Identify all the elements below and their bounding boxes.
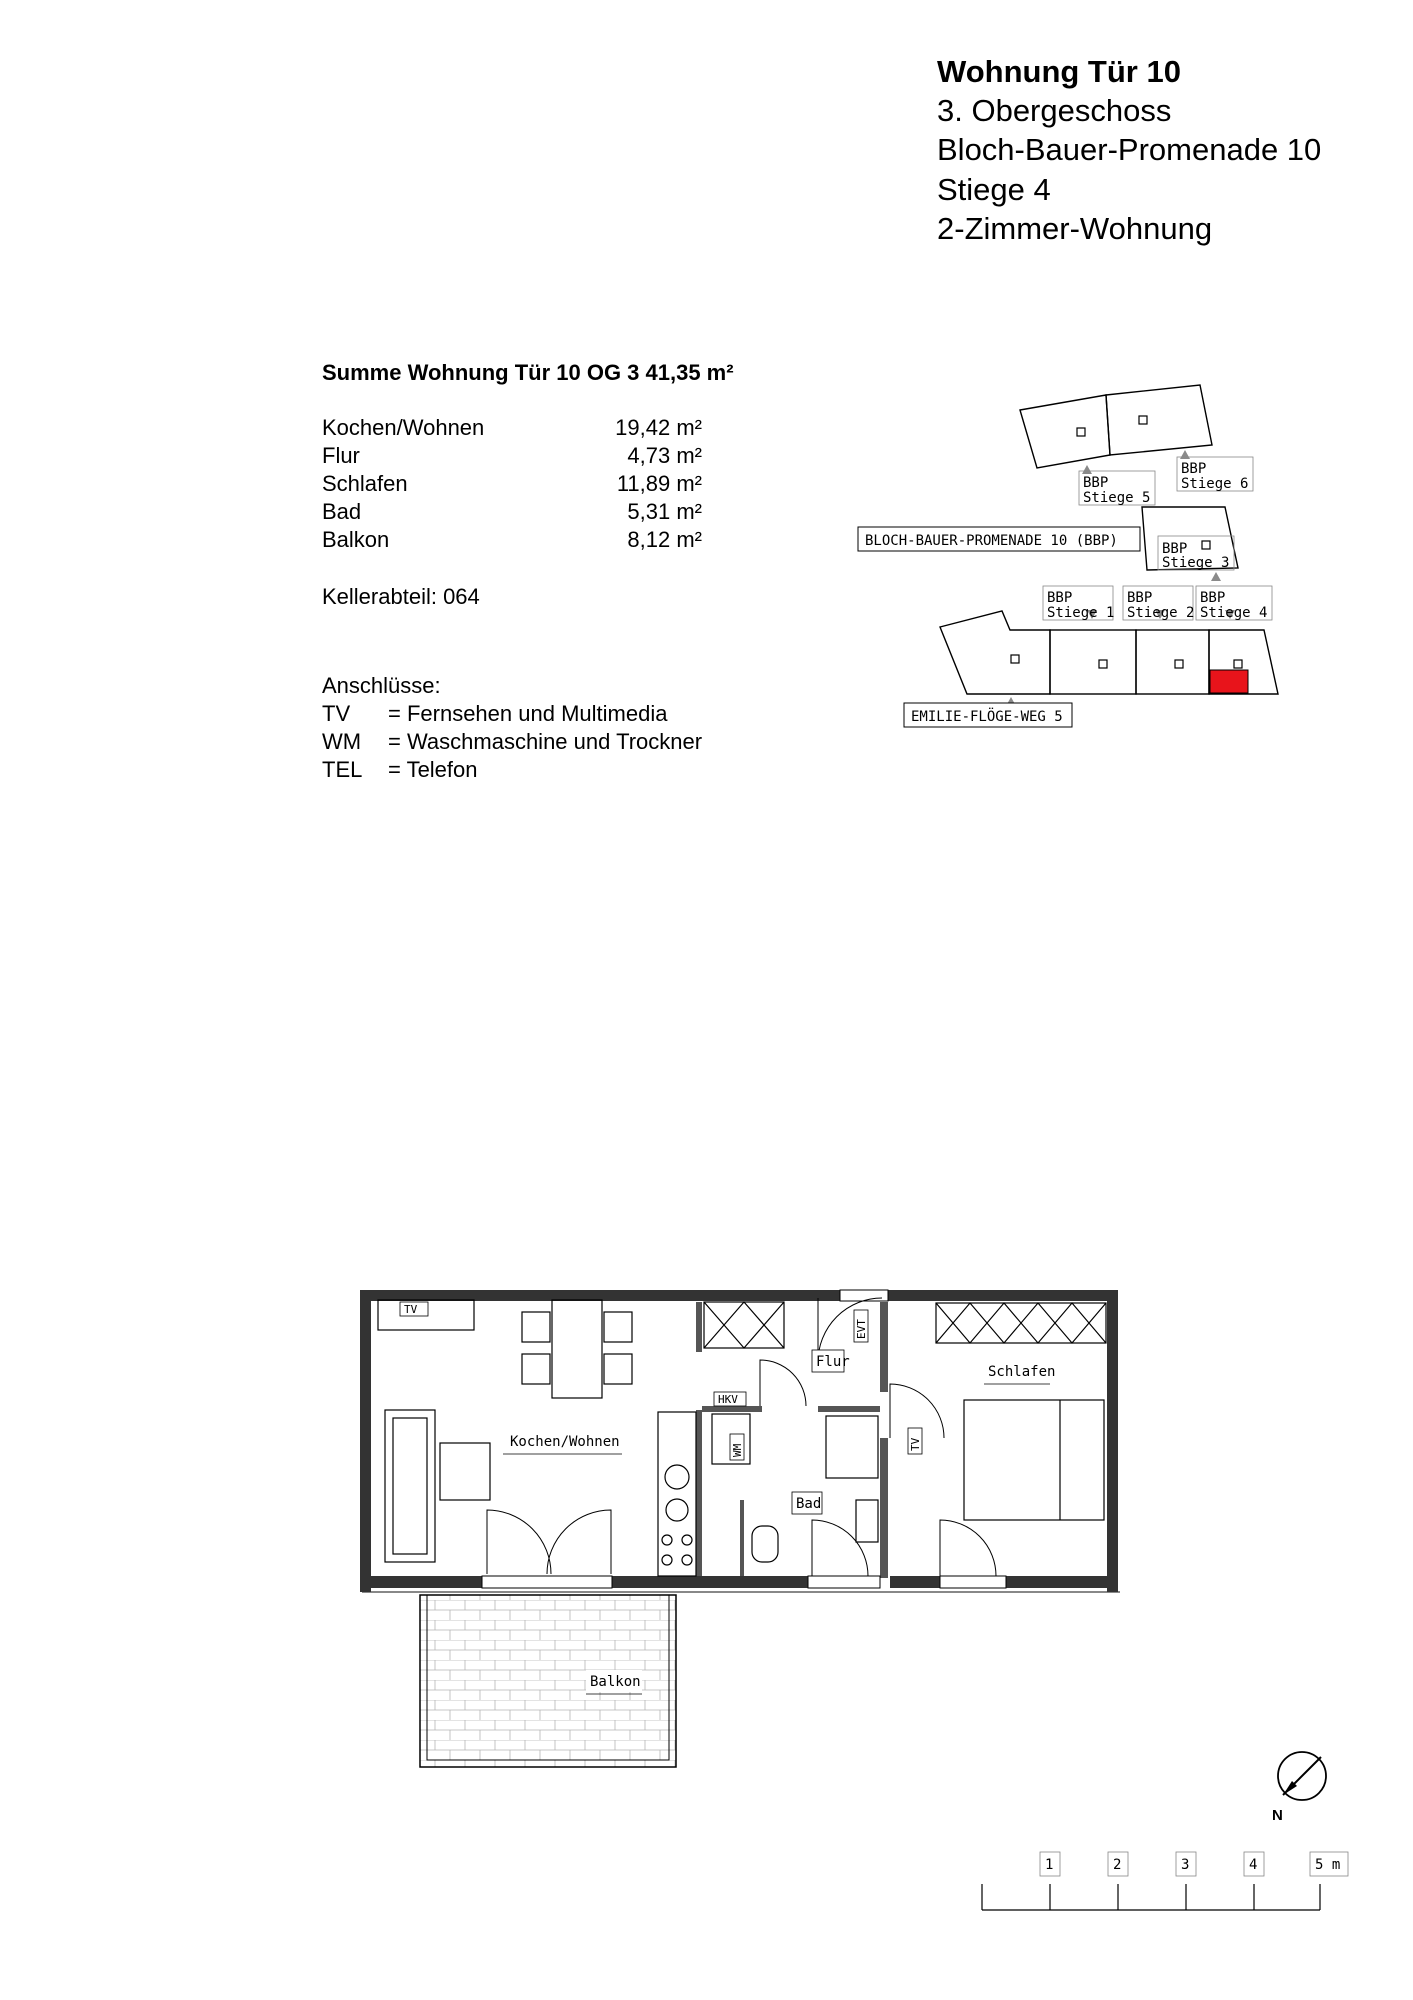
staircase-label: Stiege 4 — [937, 172, 1051, 207]
building-stiege-2 — [1050, 630, 1136, 694]
floor-label: 3. Obergeschoss — [937, 93, 1172, 128]
wardrobe-living — [704, 1302, 784, 1348]
door-swing — [760, 1360, 806, 1406]
scale-tick-5: 5 m — [1315, 1857, 1341, 1873]
street-north-text: BLOCH-BAUER-PROMENADE 10 (BBP) — [865, 533, 1118, 549]
area-summary-title: Summe Wohnung Tür 10 OG 3 41,35 m² — [322, 360, 734, 385]
bed — [964, 1400, 1104, 1520]
door-swing — [547, 1510, 611, 1574]
street-label-south — [904, 703, 1072, 727]
stair-label-1 — [1043, 586, 1114, 621]
connection-abbr: TV — [322, 701, 351, 726]
svg-text:Stiege 6: Stiege 6 — [1181, 476, 1249, 492]
entrance-arrow — [1180, 450, 1190, 459]
core-marker — [1175, 660, 1183, 668]
core-marker — [1077, 428, 1085, 436]
hob — [662, 1535, 672, 1545]
building-stiege-5 — [1020, 395, 1110, 468]
room-area: 19,42 m² — [615, 415, 702, 440]
toilet — [752, 1526, 778, 1562]
building-stiege-1 — [940, 611, 1050, 694]
room-name: Schlafen — [322, 471, 408, 496]
site-plan — [0, 0, 1413, 800]
entrance-arrow — [1082, 465, 1092, 474]
street-south-text: EMILIE-FLÖGE-WEG 5 — [911, 709, 1063, 725]
svg-text:BBP: BBP — [1127, 590, 1153, 606]
scale-tick-3: 3 — [1181, 1857, 1190, 1873]
dining-table — [552, 1300, 602, 1398]
core-marker — [1011, 655, 1019, 663]
svg-text:Stiege 3: Stiege 3 — [1162, 555, 1230, 571]
connection-desc: = Fernsehen und Multimedia — [388, 701, 668, 726]
street-label-north — [858, 527, 1140, 551]
room-label-kochen: Kochen/Wohnen — [510, 1434, 620, 1450]
washbasin — [856, 1500, 878, 1542]
connection-abbr: WM — [322, 729, 362, 754]
svg-text:BBP: BBP — [1200, 590, 1226, 606]
hob — [682, 1535, 692, 1545]
stair-label-3 — [1158, 536, 1234, 571]
room-name: Balkon — [322, 527, 390, 552]
svg-text:BBP: BBP — [1047, 590, 1073, 606]
symbol-labels — [400, 1302, 922, 1460]
scale-bar — [970, 1848, 1360, 1918]
symbol-hkv: HKV — [718, 1393, 738, 1406]
room-name: Bad — [322, 499, 362, 524]
room-label-balkon: Balkon — [590, 1674, 641, 1690]
connection-desc: = Waschmaschine und Trockner — [388, 729, 703, 754]
scale-tick-2: 2 — [1113, 1857, 1122, 1873]
stair-label-2 — [1123, 586, 1194, 621]
svg-text:BBP: BBP — [1162, 541, 1188, 557]
room-area: 5,31 m² — [627, 499, 702, 524]
core-marker — [1202, 541, 1210, 549]
apartment-type-label: 2-Zimmer-Wohnung — [937, 211, 1213, 246]
hob — [682, 1555, 692, 1565]
stair-label-4 — [1196, 586, 1272, 621]
core-marker — [1234, 660, 1242, 668]
entrance-arrow — [1211, 572, 1221, 581]
scale-tick-4: 4 — [1249, 1857, 1258, 1873]
apartment-title: Wohnung Tür 10 — [937, 54, 1181, 89]
interior-walls — [696, 1302, 888, 1578]
connection-desc: = Telefon — [388, 757, 478, 782]
coffee-table — [440, 1443, 490, 1500]
hob — [666, 1499, 688, 1521]
svg-text:Stiege 4: Stiege 4 — [1200, 605, 1268, 621]
core-marker — [1139, 416, 1147, 424]
chair — [522, 1312, 550, 1342]
room-area: 8,12 m² — [627, 527, 702, 552]
north-arrow — [1270, 1748, 1340, 1828]
sink — [665, 1465, 689, 1489]
chair — [604, 1312, 632, 1342]
core-marker — [1099, 660, 1107, 668]
north-label: N — [1272, 1807, 1283, 1824]
room-label-flur: Flur — [816, 1354, 850, 1370]
connection-abbr: TEL — [322, 757, 363, 782]
building-stiege-6 — [1106, 385, 1212, 455]
svg-text:Stiege 5: Stiege 5 — [1083, 490, 1151, 506]
floor-plan — [0, 1250, 1413, 1770]
room-label-schlafen: Schlafen — [988, 1364, 1056, 1380]
shower — [826, 1416, 878, 1478]
stair-label-5 — [1079, 471, 1155, 506]
svg-text:BBP: BBP — [1083, 475, 1109, 491]
highlighted-unit — [1210, 670, 1248, 693]
room-label-bad: Bad — [796, 1496, 822, 1512]
door-swing — [812, 1520, 868, 1576]
symbol-evt: EVT — [855, 1319, 868, 1339]
door-swing — [940, 1520, 996, 1576]
room-name: Kochen/Wohnen — [322, 415, 485, 440]
chair — [522, 1354, 550, 1384]
symbol-tv-bedroom: TV — [909, 1437, 922, 1451]
chair — [604, 1354, 632, 1384]
building-stiege-4a — [1136, 630, 1209, 694]
symbol-wm: WM — [731, 1443, 744, 1457]
room-area: 11,89 m² — [616, 471, 702, 496]
stair-label-6 — [1177, 457, 1253, 492]
room-area: 4,73 m² — [627, 443, 702, 468]
address-label: Bloch-Bauer-Promenade 10 — [937, 132, 1322, 167]
svg-text:BBP: BBP — [1181, 461, 1207, 477]
kitchen-counter — [658, 1412, 696, 1576]
svg-text:Stiege 1: Stiege 1 — [1047, 605, 1115, 621]
door-swing — [487, 1510, 551, 1574]
connections-title: Anschlüsse: — [322, 673, 441, 698]
svg-text:Stiege 2: Stiege 2 — [1127, 605, 1195, 621]
hob — [662, 1555, 672, 1565]
cellar-label: Kellerabteil: 064 — [322, 584, 480, 609]
room-name: Flur — [322, 443, 360, 468]
symbol-tv-living: TV — [404, 1303, 418, 1316]
sofa-back — [393, 1418, 427, 1554]
scale-tick-1: 1 — [1045, 1857, 1054, 1873]
